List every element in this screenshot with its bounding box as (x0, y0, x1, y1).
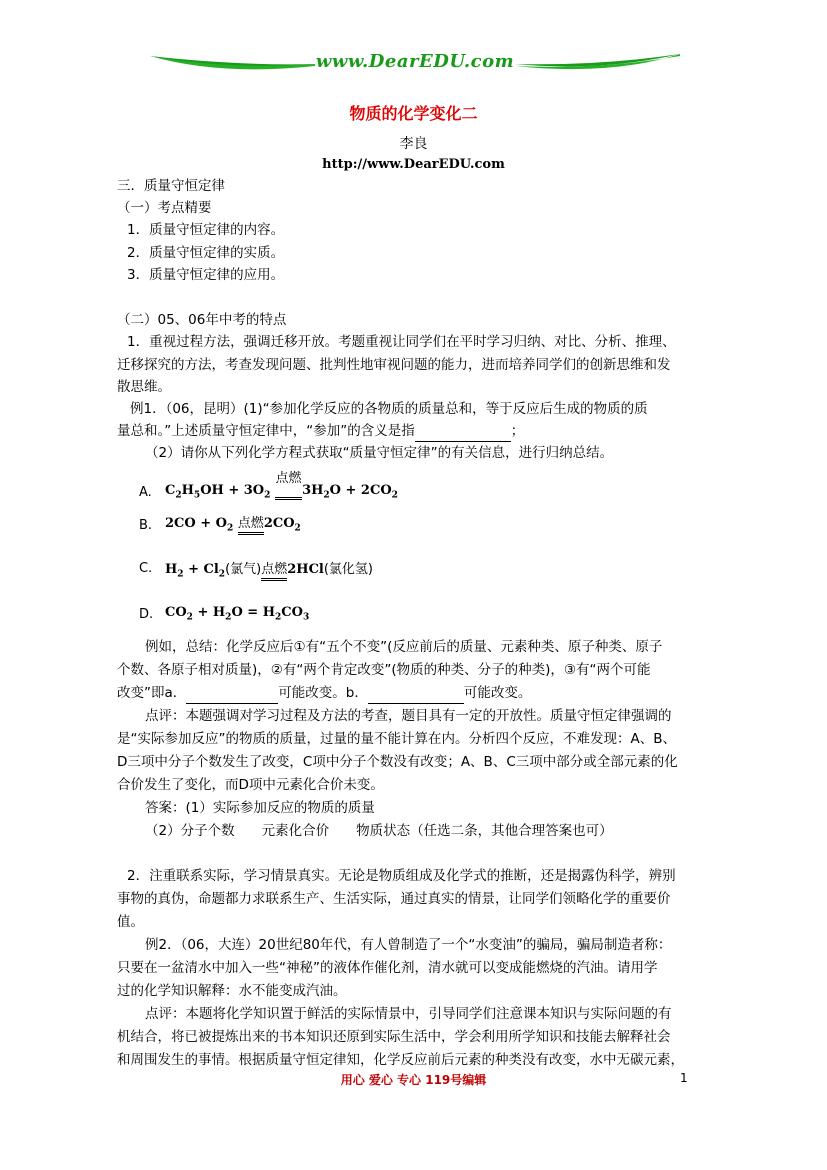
summary-line: 个数、各原子相对质量)，②有“两个肯定改变”(物质的种类、分子的种类)，③有“两个可能 (117, 662, 651, 678)
author: 李良 (399, 136, 428, 152)
paragraph-line: 散思维。 (117, 379, 171, 395)
summary-line (117, 683, 531, 704)
paragraph-line: 迁移探究的方法，考查发现问题、批判性地审视问题的能力，进而培养同学们的创新思维和发 (117, 357, 671, 373)
formula-label: D. (139, 607, 154, 622)
part2-heading: （二）05、06年中考的特点 (117, 312, 287, 328)
comment-line: 和周围发生的事情。根据质量守恒定律知，化学反应前后元素的种类没有改变，水中无碳元素， (117, 1052, 684, 1068)
formula-a: $C_2H_5OH + 3O_2$ 点燃 $3H_2O + 2CO_2$ (165, 483, 398, 501)
paragraph-line: 2．注重联系实际，学习情景真实。无论是物质组成及化学式的推断，还是揭露伪科学，辨别 (127, 868, 676, 884)
comment-line: 点评：本题将化学知识置于鲜活的实际情景中，引导同学们注意课本知识与实际问题的有 (145, 1006, 672, 1022)
formula-label: C. (139, 561, 153, 576)
example-line: 过的化学知识解释：水不能变成汽油。 (117, 983, 347, 999)
summary-text: 改变”即a． (117, 685, 187, 701)
chlorine-note: (氯气) (225, 562, 262, 577)
section-heading: 三．质量守恒定律 (117, 178, 225, 194)
summary-mid: 可能改变。b． (278, 685, 368, 701)
example-line (117, 421, 524, 442)
list-item: 3．质量守恒定律的应用。 (127, 267, 285, 283)
paragraph-line: 事物的真伪，命题都力求联系生产、生活实际，通过真实的情景，让同学们领略化学的重要价 (117, 891, 671, 907)
condition-text: 点燃 (275, 471, 302, 486)
summary-end: 可能改变。 (463, 685, 532, 701)
comment-line: D三项中分子个数发生了改变，C项中分子个数没有改变；A、B、C三项中部分或全部元素的化 (117, 754, 678, 770)
part1-heading: （一）考点精要 (117, 200, 212, 216)
paragraph-line: 值。 (117, 914, 144, 930)
list-item: 1．质量守恒定律的内容。 (127, 222, 285, 238)
comment-line: 是“实际参加反应”的物质的质量，过量的量不能计算在内。分析四个反应，不难发现：A、B、 (117, 731, 676, 747)
answer-blank (368, 683, 464, 704)
answer-blank (186, 683, 278, 704)
example-text: 量总和。”上述质量守恒定律中，“参加”的含义是指 (117, 423, 415, 439)
example-line: 例2．（06，大连）20世纪80年代，有人曾制造了一个“水变油”的骗局，骗局制造者称： (145, 937, 672, 953)
site-url[interactable]: http://www.DearEDU.com (322, 157, 505, 172)
example-end: ； (510, 423, 525, 439)
formula-label: A. (139, 485, 152, 500)
example-line: 例1．（06，昆明）(1)“参加化学反应的各物质的质量总和，等于反应后生成的物质的质 (130, 401, 648, 417)
page-title: 物质的化学变化二 (349, 104, 478, 123)
answer-line: 答案：(1）实际参加反应的物质的质量 (145, 800, 375, 816)
paragraph-line: 1．重视过程方法，强调迁移开放。考题重视让同学们在平时学习归纳、对比、分析、推理、 (127, 334, 676, 350)
answer-line: （2）分子个数 元素化合价 物质状态（任选二条，其他合理答案也可） (145, 823, 613, 839)
formula-label: B. (139, 518, 153, 533)
page-number: 1 (680, 1071, 688, 1085)
condition-text: 点燃 (261, 562, 287, 581)
site-logo (150, 42, 680, 82)
comment-line: 机结合，将已被提炼出来的书本知识还原到实际生活中，学会利用所学知识和技能去解释社会 (117, 1029, 671, 1045)
summary-line: 例如，总结：化学反应后①有“五个不变”(反应前后的质量、元素种类、原子种类、原子 (145, 639, 663, 655)
site-name[interactable]: www.DearEDU.com (315, 51, 515, 72)
question-line: （2）请你从下列化学方程式获取“质量守恒定律”的有关信息，进行归纳总结。 (145, 445, 614, 461)
comment-line: 合价发生了变化，而D项中元素化合价未变。 (117, 777, 384, 793)
formula-c: $H_2 + Cl_2$(氯气)点燃2HCl(氯化氢) (165, 562, 374, 580)
answer-blank (415, 421, 511, 442)
footer-text: 用心 爱心 专心 119号编辑 (340, 1073, 487, 1087)
comment-line: 点评：本题强调对学习过程及方法的考查，题目具有一定的开放性。质量守恒定律强调的 (145, 708, 672, 724)
formula-b: $2CO + O_2$ 点燃$2CO_2$ (165, 516, 301, 534)
example-line: 只要在一盆清水中加入一些“神秘”的液体作催化剂，清水就可以变成能燃烧的汽油。请用学 (117, 960, 658, 976)
hcl-note: (氯化氢) (323, 562, 374, 577)
condition-text: 点燃 (238, 516, 264, 535)
list-item: 2．质量守恒定律的实质。 (127, 245, 285, 261)
formula-d: $CO_2 + H_2O = H_2CO_3$ (165, 605, 310, 623)
